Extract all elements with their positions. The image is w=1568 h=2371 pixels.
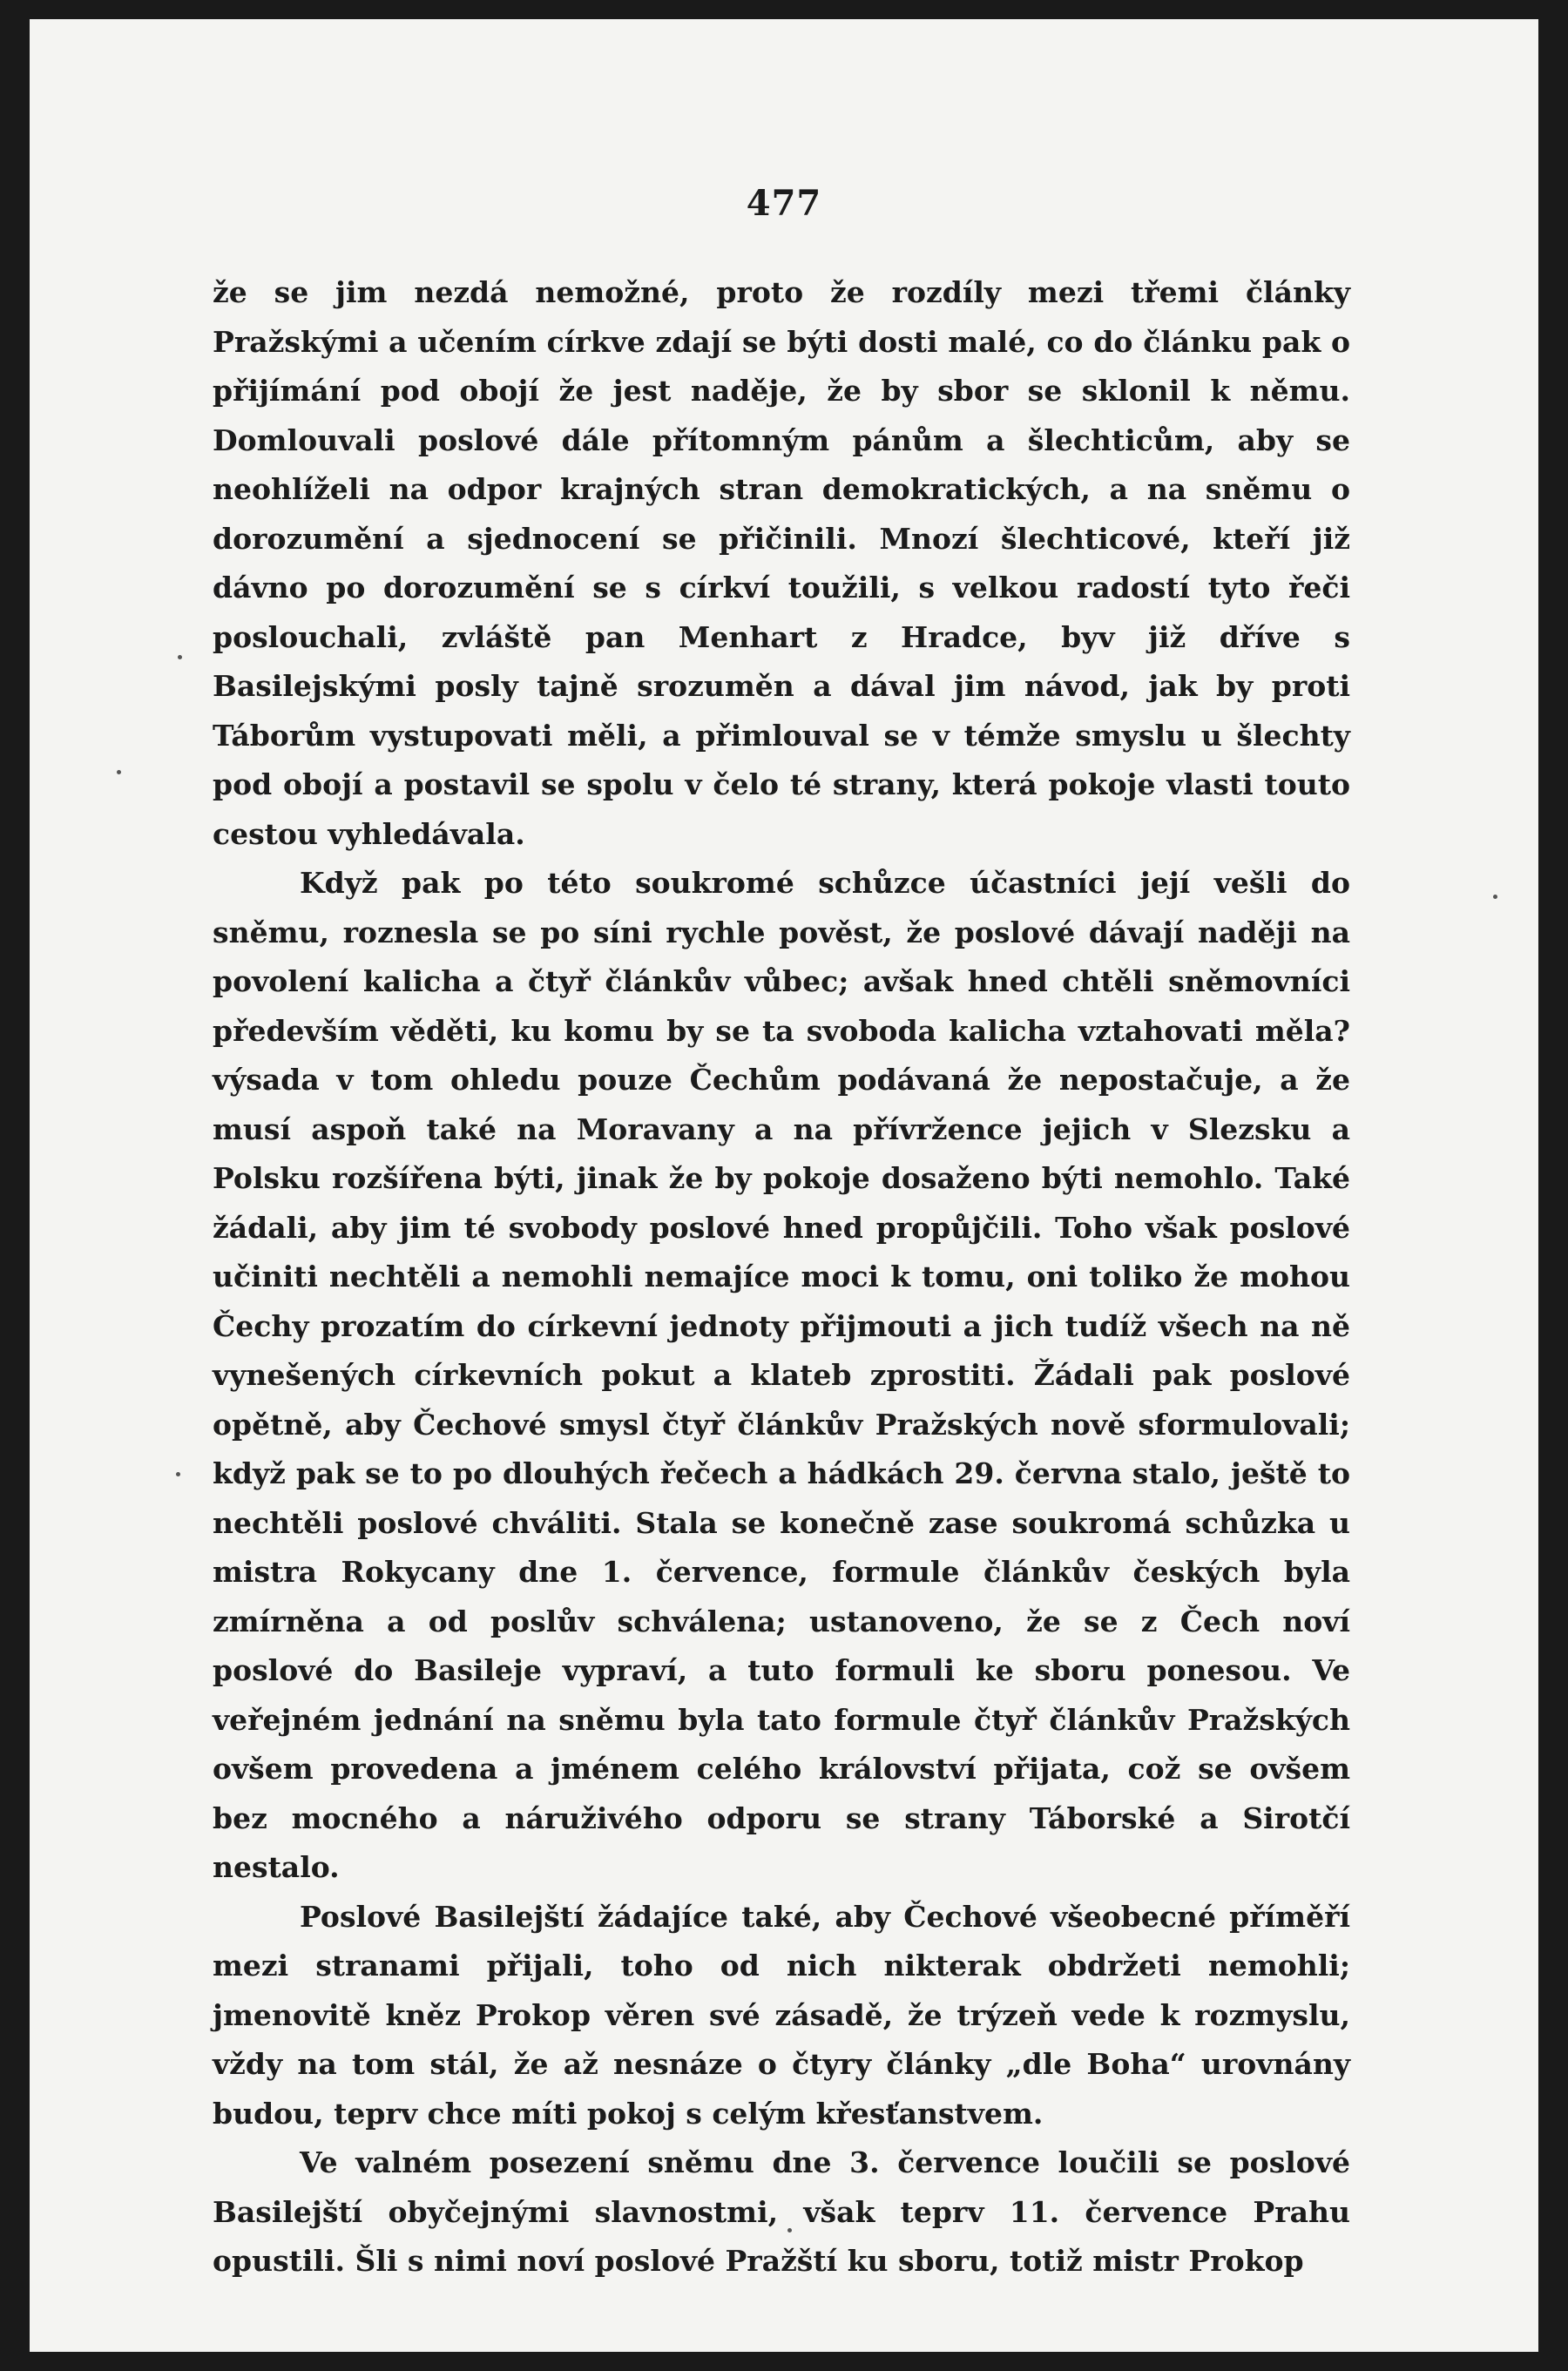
paragraph: že se jim nezdá nemožné, proto že rozdíly mezi třemi články Pražskými a učením církve zdají se býti dosti malé, co do článku pak o přijímání pod obojí že jest naděje, že by sbor se sklonil k němu. Domlouvali poslové dále přítomným pánům a šlechticům, aby se neohlíželi na odpor krajných stran demokratických, a na sněmu o dorozumění a sjednocení se přičinili. Mnozí šlechticové, kteří již dávno po dorozumění se s církví toužili, s velkou radostí tyto řeči poslouchali, zvláště pan Menhart z Hradce, byv již dříve s Basilejskými posly tajně srozuměn a dával jim návod, jak by proti Táborům vystupovati měli, a přimlouval se v témže smyslu u šlechty pod obojí a postavil se spolu v čelo té strany, která pokoje vlasti touto cestou vyhledávala.: [213, 275, 1350, 851]
book-page: [30, 19, 1538, 2352]
paragraph: Když pak po této soukromé schůzce účastníci její vešli do sněmu, roznesla se po síni rychle pověst, že poslové dávají naději na povolení kalicha a čtyř článkův vůbec; avšak hned chtěli sněmovníci především věděti, ku komu by se ta svoboda kalicha vztahovati měla? výsada v tom ohledu pouze Čechům podávaná že nepostačuje, a že musí aspoň také na Moravany a na přívržence jejich v Slezsku a Polsku rozšířena býti, jinak že by pokoje dosaženo býti nemohlo. Také žádali, aby jim té svobody poslové hned propůjčili. Toho však poslové učiniti nechtěli a nemohli nemajíce moci k tomu, oni toliko že mohou Čechy prozatím do církevní jednoty přijmouti a jich tudíž všech na ně vynešených církevních pokut a klateb zprostiti. Žádali pak poslové opětně, aby Čechové smysl čtyř článkův Pražských nově sformulovali; když pak se to po dlouhých řečech a hádkách 29. června stalo, ještě to nechtěli poslové chváliti. Stala se konečně zase soukromá schůzka u mistra Rokycany dne 1. července, formule článkův českých byla zmírněna a od poslův schválena; ustanoveno, že se z Čech noví poslové do Basileje vypraví, a tuto formuli ke sboru ponesou. Ve veřejném jednání na sněmu byla tato formule čtyř článkův Pražských ovšem provedena a jménem celého království přijata, což se ovšem bez mocného a náruživého odporu se strany Táborské a Sirotčí nestalo.: [213, 866, 1350, 1884]
scan-speck: [178, 655, 182, 659]
scan-speck: [117, 770, 121, 774]
scan-speck: [176, 1472, 180, 1476]
paragraph: Ve valném posezení sněmu dne 3. července loučili se poslové Basilejští obyčejnými slavnostmi, však teprv 11. července Prahu opustili. Šli s nimi noví poslové Pražští ku sboru, totiž mistr Prokop: [213, 2145, 1350, 2278]
paragraph: Poslové Basilejští žádajíce také, aby Čechové všeobecné příměří mezi stranami přijali, toho od nich nikterak obdržeti nemohli; jmenovitě kněz Prokop věren své zásadě, že trýzeň vede k rozmyslu, vždy na tom stál, že až nesnáze o čtyry články „dle Boha“ urovnány budou, teprv chce míti pokoj s celým křesťanstvem.: [213, 1899, 1350, 2131]
page-number: 477: [746, 183, 822, 224]
scan-speck: [787, 2228, 792, 2233]
scan-speck: [1493, 895, 1497, 899]
body-text: [213, 268, 1350, 2287]
